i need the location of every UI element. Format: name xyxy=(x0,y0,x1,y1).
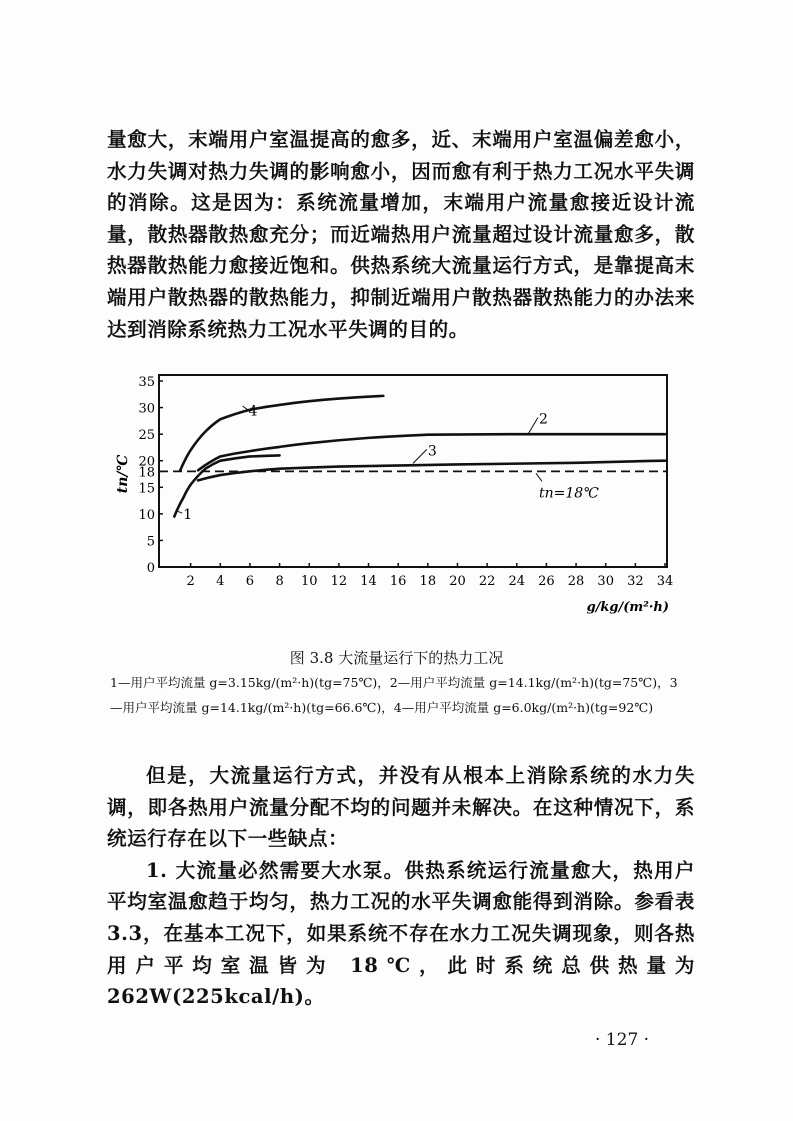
y-tick-label: 25 xyxy=(138,428,155,444)
paragraph: 1. 大流量必然需要大水泵。供热系统运行流量愈大，热用户平均室温愈趋于均匀，热力工况的水平失调愈能得到消除。参看表3.3，在基本工况下，如果系统不存在水力工况失调现象，则各热用户平均室温皆为 18℃，此时系统总供热量为 262W(225kcal/h)。 xyxy=(107,858,695,1009)
series-leader-1 xyxy=(177,511,182,513)
y-tick-label: 5 xyxy=(146,534,155,550)
x-tick-label: 22 xyxy=(478,574,496,589)
y-tick-label: 35 xyxy=(138,375,155,390)
x-tick-label: 32 xyxy=(627,574,644,589)
series-label-2: 2 xyxy=(539,411,548,428)
paragraph: 但是，大流量运行方式，并没有从根本上消除系统的水力失调，即各热用户流量分配不均的问题并未解决。在这种情况下，系统运行存在以下一些缺点： xyxy=(107,764,695,851)
x-tick-label: 20 xyxy=(449,574,466,589)
paragraph-bottom xyxy=(107,760,695,1013)
x-tick-label: 16 xyxy=(389,574,407,589)
x-tick-label: 24 xyxy=(508,574,526,589)
figure-caption: 图 3.8 大流量运行下的热力工况 xyxy=(289,649,504,667)
x-tick-label: 10 xyxy=(300,574,318,589)
y-tick-label: 15 xyxy=(138,481,155,497)
x-tick-label: 18 xyxy=(419,574,437,589)
paragraph: 量愈大，末端用户室温提高的愈多，近、末端用户室温偏差愈小，水力失调对热力失调的影响愈小，因而愈有利于热力工况水平失调的消除。这是因为：系统流量增加，末端用户流量愈接近设计流量，散热器散热愈充分；而近端热用户流量超过设计流量愈多，散热器散热能力愈接近饱和。供热系统大流量运行方式，是靠提高末端用户散热器的散热能力，抑制近端用户散热器散热能力的办法来达到消除系统热力工况水平失调的目的。 xyxy=(107,128,695,341)
y-tick-label: 18 xyxy=(138,465,155,481)
series-leader-3 xyxy=(413,449,427,463)
page-number: · 127 · xyxy=(595,1030,650,1050)
x-tick-label: 14 xyxy=(360,574,377,589)
y-tick-label: 20 xyxy=(138,454,155,470)
x-tick-label: 6 xyxy=(245,574,255,589)
y-axis-label: tn/℃ xyxy=(115,454,131,494)
reference-leader xyxy=(536,473,542,481)
x-tick-label: 26 xyxy=(538,574,555,589)
y-tick-label: 10 xyxy=(138,507,155,523)
figure-note xyxy=(110,670,690,720)
series-leader-2 xyxy=(529,418,538,434)
x-tick-label: 30 xyxy=(597,574,614,589)
x-tick-label: 4 xyxy=(216,574,225,589)
figure-note-text: 1—用户平均流量 g=3.15kg/(m²·h)(tg=75℃)，2—用户平均流量 g=14.1kg/(m²·h)(tg=75℃)，3—用户平均流量 g=14.1kg/(m²·h)(tg=66.6℃)，4—用户平均流量 g=6.0kg/(m²·h)(tg=92℃) xyxy=(110,675,678,715)
x-axis-label: g/kg/(m²·h) xyxy=(586,600,669,615)
series-label-4: 4 xyxy=(248,403,258,420)
reference-line-label: tn=18℃ xyxy=(539,485,599,502)
series-label-1: 1 xyxy=(183,507,193,524)
x-tick-label: 12 xyxy=(330,574,348,589)
series-label-3: 3 xyxy=(427,443,437,460)
series-leader-4 xyxy=(243,406,248,410)
x-tick-label: 2 xyxy=(186,574,195,589)
y-tick-label: 0 xyxy=(146,561,155,576)
x-tick-label: 8 xyxy=(275,574,284,589)
x-tick-label: 28 xyxy=(567,574,585,589)
x-tick-label: 34 xyxy=(656,574,674,589)
series-line-4 xyxy=(180,396,383,470)
y-tick-label: 30 xyxy=(138,401,155,417)
